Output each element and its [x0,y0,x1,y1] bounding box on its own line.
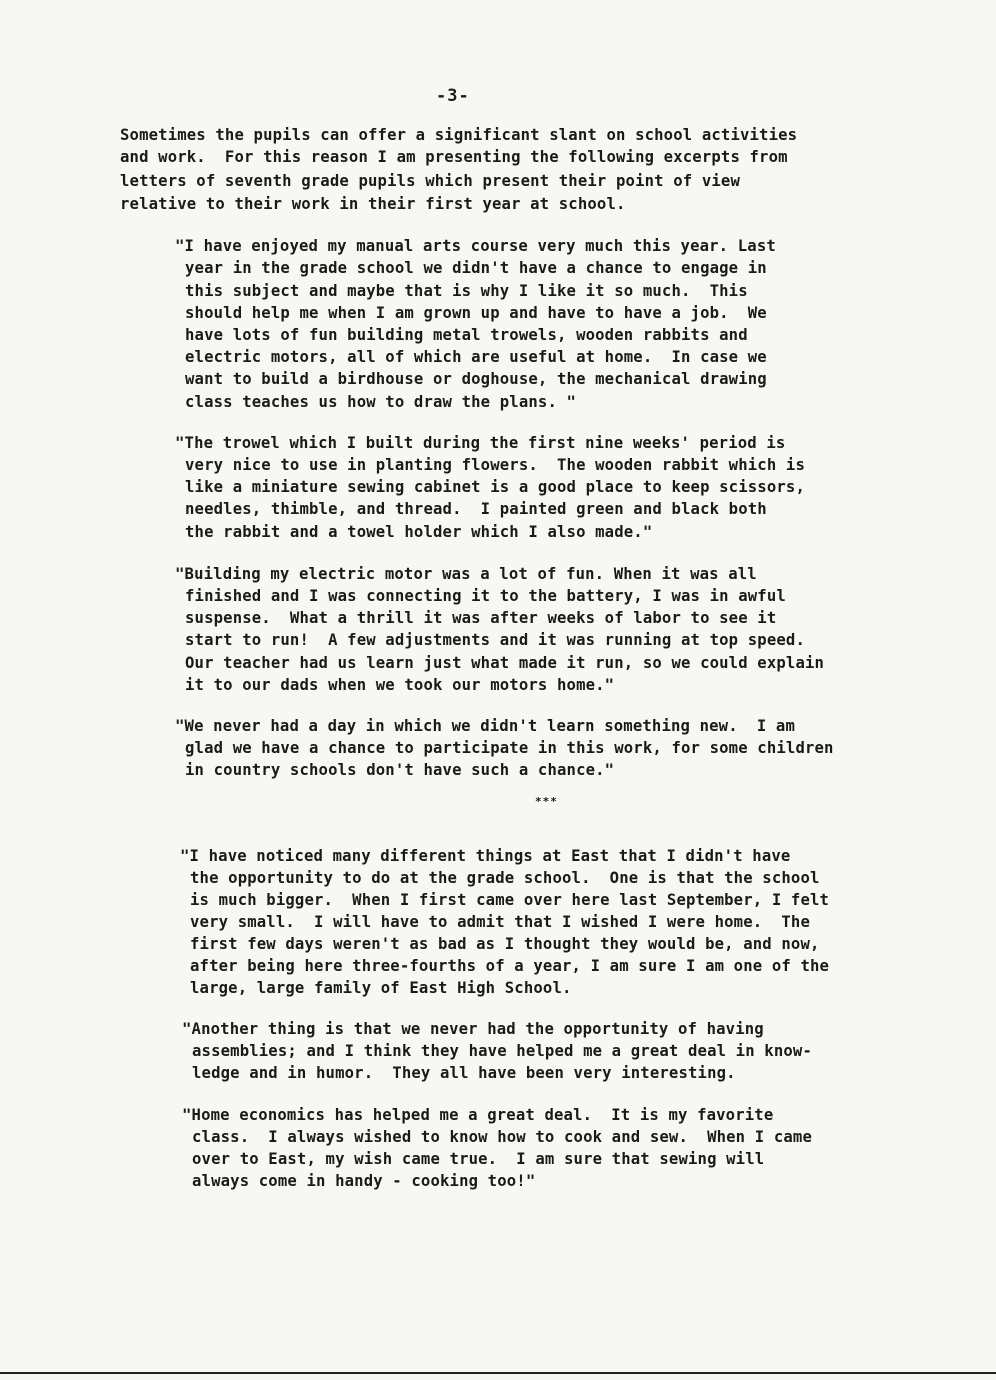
intro-line: relative to their work in their first year at school. [120,195,626,213]
quote-line: glad we have a chance to participate in this work, for some children [185,739,834,757]
quote-line: electric motors, all of which are useful at home. In case we [185,348,767,366]
intro-line: letters of seventh grade pupils which present their point of view [120,172,740,190]
quote-line: class. I always wished to know how to cook and sew. When I came [192,1128,812,1146]
quote-line: the opportunity to do at the grade school. One is that the school [190,869,820,887]
page-number: -3- [436,86,470,106]
quote-line: want to build a birdhouse or doghouse, the mechanical drawing [185,370,767,388]
quote-line: have lots of fun building metal trowels, wooden rabbits and [185,326,748,344]
quote-line: year in the grade school we didn't have a chance to engage in [185,259,767,277]
quote-line: this subject and maybe that is why I like it so much. This [185,282,748,300]
intro-line: Sometimes the pupils can offer a significant slant on school activities [120,126,798,144]
quote-line: finished and I was connecting it to the battery, I was in awful [185,587,786,605]
quote-line: ledge and in humor. They all have been very interesting. [192,1064,736,1082]
quote-line: is much bigger. When I first came over here last September, I felt [190,891,830,909]
section-separator: *** [535,795,558,808]
quote-line: like a miniature sewing cabinet is a good place to keep scissors, [185,478,805,496]
quote-line: "We never had a day in which we didn't learn something new. I am [175,717,795,735]
quote-line: "Home economics has helped me a great deal. It is my favorite [182,1106,774,1124]
quote-line: "Building my electric motor was a lot of fun. When it was all [175,565,757,583]
quote-line: after being here three-fourths of a year, I am sure I am one of the [190,957,830,975]
quote-line: large, large family of East High School. [190,979,572,997]
quote-line: first few days weren't as bad as I thought they would be, and now, [190,935,820,953]
quote-line: it to our dads when we took our motors home." [185,676,615,694]
quote-line: "I have noticed many different things at East that I didn't have [180,847,791,865]
quote-line: always come in handy - cooking too!" [192,1172,536,1190]
quote-line: in country schools don't have such a chance." [185,761,615,779]
quote-line: over to East, my wish came true. I am sure that sewing will [192,1150,765,1168]
intro-line: and work. For this reason I am presenting the following excerpts from [120,148,788,166]
quote-line: start to run! A few adjustments and it was running at top speed. [185,631,805,649]
quote-line: very nice to use in planting flowers. The wooden rabbit which is [185,456,805,474]
quote-line: Our teacher had us learn just what made it run, so we could explain [185,654,825,672]
quote-line: "I have enjoyed my manual arts course very much this year. Last [175,237,776,255]
quote-line: class teaches us how to draw the plans. " [185,393,577,411]
quote-line: suspense. What a thrill it was after weeks of labor to see it [185,609,777,627]
quote-line: assemblies; and I think they have helped me a great deal in know- [192,1042,812,1060]
quote-line: should help me when I am grown up and have to have a job. We [185,304,767,322]
quote-line: "The trowel which I built during the first nine weeks' period is [175,434,786,452]
quote-line: "Another thing is that we never had the opportunity of having [182,1020,764,1038]
quote-line: the rabbit and a towel holder which I also made." [185,523,653,541]
quote-line: very small. I will have to admit that I wished I were home. The [190,913,810,931]
quote-line: needles, thimble, and thread. I painted green and black both [185,500,767,518]
page-bottom-edge [0,1372,996,1374]
